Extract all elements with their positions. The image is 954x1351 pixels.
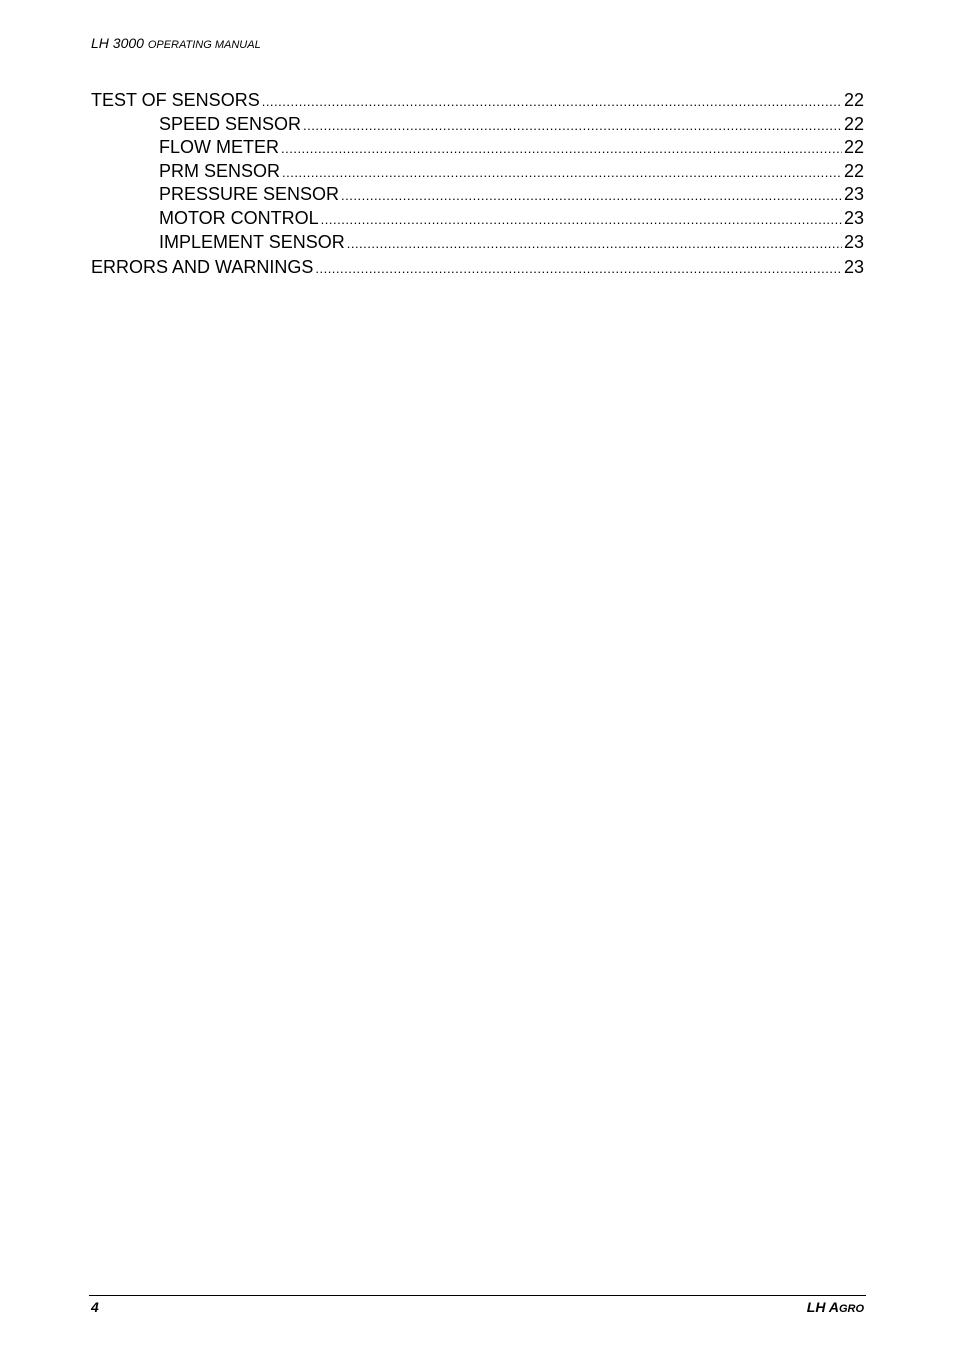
toc-entry-title: TEST OF SENSORS xyxy=(91,90,260,110)
toc-entry-title: PRESSURE SENSOR xyxy=(159,184,340,205)
header-subtitle: OPERATING MANUAL xyxy=(147,39,261,51)
toc-entry-page: 23 xyxy=(843,257,864,278)
table-of-contents xyxy=(91,89,864,280)
toc-entry-page: 22 xyxy=(843,160,864,181)
toc-leader-dots xyxy=(321,211,842,229)
toc-entry-title: FLOW METER xyxy=(159,137,279,158)
header-model: LH 3000 xyxy=(91,35,144,51)
toc-leader-dots xyxy=(282,164,842,182)
toc-entry-page: 22 xyxy=(843,90,864,110)
toc-entry-speed-sensor[interactable] xyxy=(91,113,864,137)
toc-entry-page: 23 xyxy=(843,231,864,252)
toc-leader-dots xyxy=(303,117,842,135)
toc-entry-title: PRM SENSOR xyxy=(159,160,281,181)
toc-entry-motor-control[interactable] xyxy=(91,207,864,231)
footer-divider xyxy=(89,1295,866,1296)
toc-entry-title: SPEED SENSOR xyxy=(159,113,302,134)
footer-brand-suffix: GRO xyxy=(838,1303,864,1315)
toc-leader-dots xyxy=(262,93,842,111)
toc-entry-page: 23 xyxy=(843,184,864,205)
toc-leader-dots xyxy=(341,187,842,205)
toc-entry-pressure-sensor[interactable] xyxy=(91,183,864,207)
toc-entry-flow-meter[interactable] xyxy=(91,136,864,160)
toc-entry-page: 22 xyxy=(843,113,864,134)
toc-entry-prm-sensor[interactable] xyxy=(91,160,864,184)
toc-entry-title: ERRORS AND WARNINGS xyxy=(91,257,314,278)
toc-entry-errors-and-warnings[interactable] xyxy=(91,256,864,280)
toc-entry-page: 23 xyxy=(843,207,864,228)
toc-entry-title: MOTOR CONTROL xyxy=(159,207,319,228)
toc-leader-dots xyxy=(315,260,842,278)
toc-entry-implement-sensor[interactable] xyxy=(91,231,864,255)
toc-leader-dots xyxy=(281,140,842,158)
toc-leader-dots xyxy=(347,235,842,253)
toc-entry-page: 22 xyxy=(843,137,864,158)
footer-brand-prefix: LH A xyxy=(806,1299,839,1315)
toc-entry-title: IMPLEMENT SENSOR xyxy=(159,231,345,252)
toc-entry-test-of-sensors[interactable] xyxy=(91,89,864,113)
footer-brand xyxy=(807,1298,864,1318)
running-header xyxy=(91,34,261,54)
footer-page-number: 4 xyxy=(91,1299,99,1315)
